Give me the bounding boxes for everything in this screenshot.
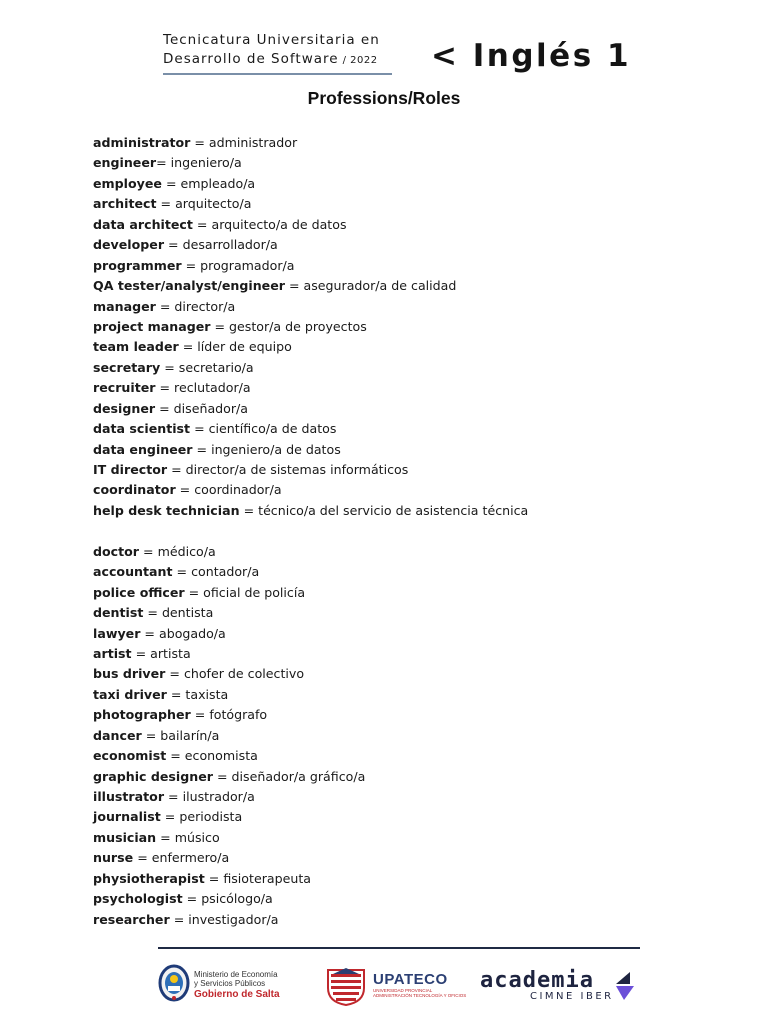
equals-separator: =: [131, 645, 151, 661]
equals-separator: =: [161, 175, 181, 191]
english-term: administrator: [93, 135, 191, 150]
english-term: employee: [93, 175, 162, 191]
english-term: manager: [93, 298, 156, 314]
english-term: photographer: [93, 707, 191, 723]
spanish-translation: chofer de colectivo: [183, 666, 305, 682]
group-spacer: [93, 521, 713, 541]
academia-subtitle: CIMNE IBER: [530, 991, 614, 1002]
equals-separator: =: [155, 400, 174, 416]
vocabulary-entry: [93, 317, 713, 337]
english-term: secretary: [93, 359, 161, 375]
english-term: physiotherapist: [93, 870, 205, 886]
vocabulary-entry: [93, 399, 713, 419]
spanish-translation: economista: [184, 748, 258, 764]
vocabulary-entry: [93, 501, 713, 521]
vocabulary-entry: [93, 624, 713, 644]
english-term: designer: [93, 400, 156, 416]
equals-separator: =: [160, 359, 179, 375]
vocabulary-list: [93, 133, 713, 930]
spanish-translation: gestor/a de proyectos: [229, 318, 367, 334]
english-term: economist: [93, 748, 167, 764]
vocabulary-entry: [93, 603, 713, 623]
equals-separator: =: [190, 135, 209, 150]
equals-separator: =: [192, 216, 212, 232]
english-term: IT director: [93, 462, 168, 477]
english-term: project manager: [93, 318, 211, 334]
academia-chevron-icon: [612, 970, 638, 1002]
english-term: data engineer: [93, 441, 193, 457]
english-term: engineer: [93, 155, 157, 171]
upateco-name: UPATECO: [373, 971, 448, 988]
upateco-subtitle-1: UNIVERSIDAD PROVINCIAL: [373, 988, 433, 993]
english-term: illustrator: [93, 789, 165, 804]
upateco-logo: [325, 960, 467, 1010]
spanish-translation: dentista: [161, 605, 214, 621]
vocabulary-entry: [93, 337, 713, 357]
page-title: Professions/Roles: [307, 88, 461, 108]
equals-separator: =: [169, 911, 189, 927]
vocabulary-entry: [93, 235, 713, 255]
salta-government-name: Gobierno de Salta: [194, 989, 280, 1000]
english-term: journalist: [93, 809, 161, 825]
equals-separator: =: [164, 789, 183, 804]
equals-separator: =: [204, 870, 224, 886]
english-term: recruiter: [93, 380, 156, 396]
english-term: doctor: [93, 543, 140, 559]
spanish-translation: arquitecto/a de datos: [211, 216, 347, 232]
english-term: accountant: [93, 564, 173, 580]
spanish-translation: fisioterapeuta: [223, 870, 311, 886]
spanish-translation: administrador: [208, 135, 298, 150]
course-title-line2: Desarrollo de Software: [163, 51, 339, 67]
english-term: team leader: [93, 339, 179, 355]
vocabulary-entry: [93, 174, 713, 194]
vocabulary-entry: [93, 787, 713, 807]
equals-separator: =: [210, 318, 230, 334]
english-term: dancer: [93, 727, 142, 743]
english-term: nurse: [93, 850, 134, 866]
english-term: graphic designer: [93, 768, 213, 784]
spanish-translation: diseñador/a: [173, 400, 249, 416]
equals-separator: =: [192, 441, 212, 457]
equals-separator: =: [139, 543, 158, 559]
spanish-translation: artista: [150, 645, 191, 661]
spanish-translation: coordinador/a: [194, 482, 282, 498]
spanish-translation: desarrollador/a: [182, 237, 278, 253]
spanish-translation: ingeniero/a de datos: [211, 441, 341, 457]
salta-ministry-line1: Ministerio de Economía: [194, 970, 278, 979]
academia-name: academia: [480, 968, 594, 993]
equals-separator: =: [181, 257, 201, 273]
english-term: QA tester/analyst/engineer: [93, 278, 285, 294]
spanish-translation: técnico/a del servicio de asistencia técnica: [258, 502, 529, 518]
english-term: data scientist: [93, 421, 191, 437]
equals-separator: =: [190, 707, 210, 723]
equals-separator: =: [140, 625, 159, 641]
spanish-translation: bailarín/a: [160, 727, 220, 743]
vocabulary-entry: [93, 297, 713, 317]
equals-separator: =: [156, 155, 171, 171]
vocabulary-entry: [93, 194, 713, 214]
english-term: bus driver: [93, 666, 166, 682]
subject-title: < Inglés 1: [431, 38, 632, 74]
spanish-translation: médico/a: [157, 543, 216, 559]
equals-separator: =: [182, 891, 202, 907]
english-term: lawyer: [93, 625, 141, 641]
upateco-crest-icon: [325, 964, 367, 1006]
english-term: help desk technician: [93, 502, 240, 518]
vocabulary-entry: [93, 440, 713, 460]
vocabulary-entry: [93, 910, 713, 930]
equals-separator: =: [190, 421, 209, 437]
english-term: researcher: [93, 911, 170, 927]
salta-shield-icon: [158, 964, 190, 1004]
vocabulary-entry: [93, 726, 713, 746]
spanish-translation: músico: [174, 829, 220, 845]
vocabulary-entry: [93, 828, 713, 848]
english-term: developer: [93, 237, 165, 253]
equals-separator: =: [166, 748, 185, 764]
spanish-translation: reclutador/a: [174, 380, 251, 396]
course-title-line1: Tecnicatura Universitaria en: [163, 32, 380, 48]
spanish-translation: secretario/a: [178, 359, 254, 375]
spanish-translation: asegurador/a de calidad: [303, 278, 457, 294]
vocabulary-entry: [93, 685, 713, 705]
spanish-translation: director/a de sistemas informáticos: [185, 462, 409, 477]
vocabulary-entry: [93, 889, 713, 909]
vocabulary-entry: [93, 542, 713, 562]
vocabulary-entry: [93, 583, 713, 603]
vocabulary-entry: [93, 358, 713, 378]
vocabulary-group-tech-roles: [93, 133, 713, 521]
equals-separator: =: [133, 850, 152, 866]
english-term: taxi driver: [93, 686, 167, 702]
english-term: psychologist: [93, 891, 183, 907]
english-term: programmer: [93, 257, 182, 273]
equals-separator: =: [172, 564, 192, 580]
english-term: police officer: [93, 584, 185, 600]
english-term: dentist: [93, 605, 144, 621]
course-title: [163, 31, 392, 75]
equals-separator: =: [284, 278, 304, 294]
equals-separator: =: [160, 809, 180, 825]
spanish-translation: director/a: [174, 298, 236, 314]
vocabulary-entry: [93, 378, 713, 398]
vocabulary-entry: [93, 153, 713, 173]
equals-separator: =: [156, 196, 176, 212]
equals-separator: =: [212, 768, 232, 784]
equals-separator: =: [156, 829, 175, 845]
spanish-translation: ingeniero/a: [170, 155, 242, 171]
equals-separator: =: [155, 298, 175, 314]
spanish-translation: taxista: [185, 686, 229, 702]
document-header: [0, 0, 768, 90]
spanish-translation: líder de equipo: [197, 339, 292, 355]
salta-ministry-line2: y Servicios Públicos: [194, 979, 266, 988]
spanish-translation: enfermero/a: [151, 850, 230, 866]
spanish-translation: periodista: [179, 809, 243, 825]
footer-logos: [0, 960, 768, 1010]
vocabulary-entry: [93, 215, 713, 235]
vocabulary-entry: [93, 480, 713, 500]
spanish-translation: contador/a: [191, 564, 260, 580]
equals-separator: =: [239, 502, 259, 518]
vocabulary-entry: [93, 848, 713, 868]
equals-separator: =: [175, 482, 195, 498]
vocabulary-entry: [93, 562, 713, 582]
vocabulary-entry: [93, 767, 713, 787]
vocabulary-entry: [93, 419, 713, 439]
vocabulary-entry: [93, 256, 713, 276]
footer-divider: [158, 947, 640, 949]
vocabulary-entry: [93, 705, 713, 725]
spanish-translation: abogado/a: [158, 625, 226, 641]
equals-separator: =: [167, 462, 186, 477]
vocabulary-entry: [93, 644, 713, 664]
vocabulary-entry: [93, 460, 713, 480]
vocabulary-entry: [93, 133, 713, 153]
spanish-translation: psicólogo/a: [201, 891, 273, 907]
equals-separator: =: [155, 380, 175, 396]
spanish-translation: arquitecto/a: [175, 196, 252, 212]
vocabulary-entry: [93, 664, 713, 684]
upateco-subtitle-2: ADMINISTRACIÓN TECNOLOGÍA Y OFICIOS: [373, 993, 467, 998]
vocabulary-entry: [93, 276, 713, 296]
vocabulary-entry: [93, 746, 713, 766]
equals-separator: =: [166, 686, 186, 702]
english-term: architect: [93, 196, 157, 212]
spanish-translation: programador/a: [200, 257, 295, 273]
spanish-translation: ilustrador/a: [182, 789, 255, 804]
course-title-underline: [163, 73, 392, 75]
equals-separator: =: [141, 727, 161, 743]
equals-separator: =: [178, 339, 198, 355]
academia-cimne-iber-logo: [480, 960, 650, 1010]
spanish-translation: investigador/a: [188, 911, 279, 927]
vocabulary-group-professions: [93, 542, 713, 930]
english-term: coordinator: [93, 482, 176, 498]
course-year: / 2022: [342, 55, 378, 66]
spanish-translation: fotógrafo: [209, 707, 268, 723]
spanish-translation: científico/a de datos: [208, 421, 337, 437]
equals-separator: =: [165, 666, 184, 682]
gobierno-de-salta-logo: [158, 960, 288, 1010]
vocabulary-entry: [93, 807, 713, 827]
vocabulary-entry: [93, 869, 713, 889]
spanish-translation: oficial de policía: [203, 584, 306, 600]
equals-separator: =: [143, 605, 162, 621]
english-term: artist: [93, 645, 132, 661]
equals-separator: =: [184, 584, 204, 600]
spanish-translation: diseñador/a gráfico/a: [231, 768, 366, 784]
equals-separator: =: [164, 237, 183, 253]
english-term: musician: [93, 829, 157, 845]
english-term: data architect: [93, 216, 193, 232]
spanish-translation: empleado/a: [180, 175, 256, 191]
